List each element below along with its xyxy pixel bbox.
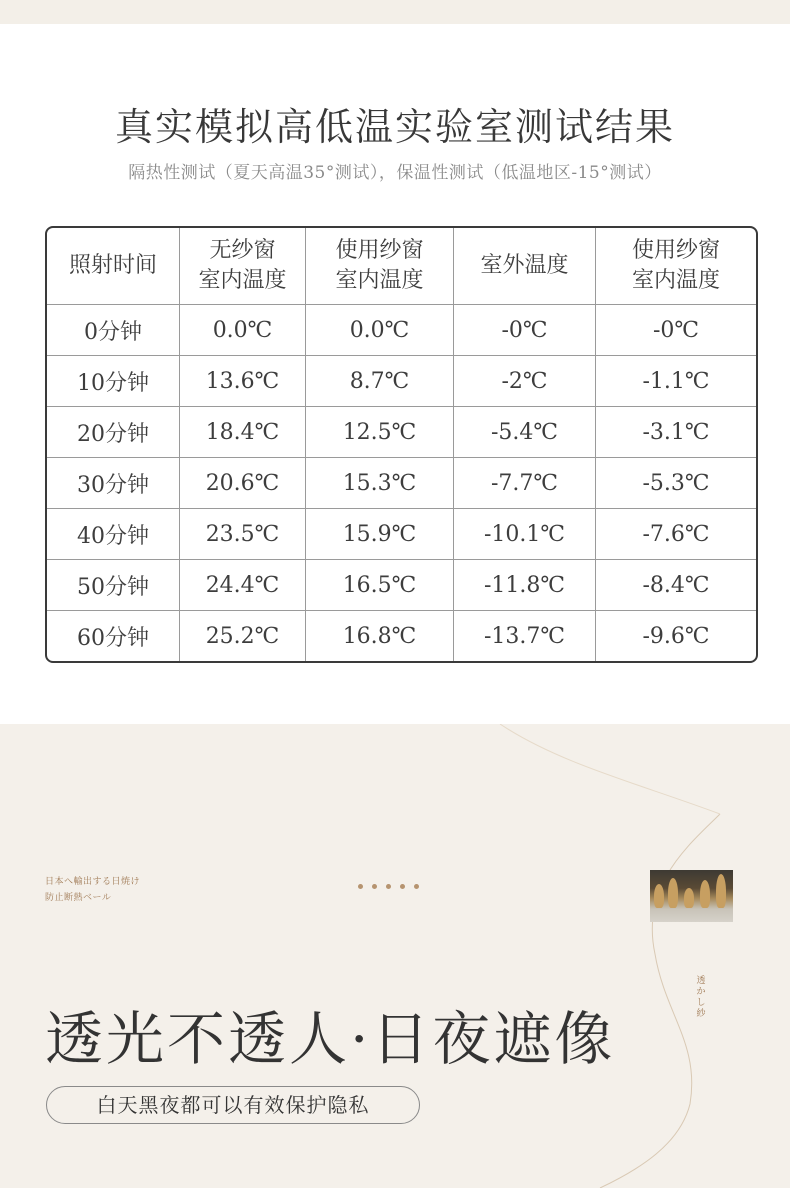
header-text: 照射时间 xyxy=(68,253,157,278)
header-screen-indoor xyxy=(306,228,454,305)
temperature-cell: 0.0℃ xyxy=(306,305,454,356)
temperature-cell: -11.8℃ xyxy=(454,560,596,611)
header-text: 室内温度 xyxy=(335,268,424,293)
page-title: 真实模拟高低温实验室测试结果 xyxy=(114,105,675,149)
dot xyxy=(386,884,391,889)
temperature-cell: 16.5℃ xyxy=(306,560,454,611)
vertical-char: 紗 xyxy=(696,1009,706,1019)
time-cell: 10分钟 xyxy=(47,356,180,407)
jp-caption-line2: 防止断熱ベール xyxy=(45,893,112,903)
table-row xyxy=(47,458,756,509)
header-no-screen-indoor xyxy=(180,228,306,305)
table-header-row xyxy=(47,228,756,305)
temperature-cell: -8.4℃ xyxy=(596,560,756,611)
temperature-cell: -9.6℃ xyxy=(642,623,710,649)
table-row xyxy=(47,305,756,356)
temperature-cell: 20.6℃ xyxy=(180,458,306,509)
vertical-char: 透 xyxy=(696,976,706,986)
temperature-cell: -5.4℃ xyxy=(454,407,596,458)
vertical-caption xyxy=(695,976,707,1020)
temperature-cell: 18.4℃ xyxy=(180,407,306,458)
table-row xyxy=(47,407,756,458)
flower-photo xyxy=(650,870,733,922)
time-cell: 50分钟 xyxy=(47,560,180,611)
vertical-char: か xyxy=(696,987,706,997)
temperature-cell: -10.1℃ xyxy=(454,509,596,560)
table-row xyxy=(47,611,756,661)
time-cell: 60分钟 xyxy=(47,611,180,661)
vertical-char: し xyxy=(696,998,706,1008)
privacy-pill-label: 白天黑夜都可以有效保护隐私 xyxy=(46,1086,420,1124)
table-row xyxy=(47,509,756,560)
temperature-cell: -0℃ xyxy=(454,305,596,356)
temperature-cell: 0.0℃ xyxy=(180,305,306,356)
temperature-cell: -3.1℃ xyxy=(596,407,756,458)
temperature-cell: -1.1℃ xyxy=(596,356,756,407)
header-text: 无纱窗 xyxy=(209,238,276,263)
temperature-cell: 8.7℃ xyxy=(306,356,454,407)
header-screen-indoor-2 xyxy=(596,228,756,305)
promo-section xyxy=(0,724,790,1188)
temperature-cell: -0℃ xyxy=(596,305,756,356)
temperature-cell: 15.3℃ xyxy=(306,458,454,509)
header-text: 室内温度 xyxy=(198,268,287,293)
header-outdoor xyxy=(454,228,596,305)
header-time xyxy=(47,228,180,305)
temperature-cell: -7.7℃ xyxy=(454,458,596,509)
time-cell: 40分钟 xyxy=(47,509,180,560)
photo-detail xyxy=(700,880,710,908)
top-decor-strip xyxy=(0,0,790,24)
dot xyxy=(414,884,419,889)
temperature-cell: 23.5℃ xyxy=(180,509,306,560)
decor-dots xyxy=(358,884,419,889)
time-cell: 30分钟 xyxy=(47,458,180,509)
table-row xyxy=(47,356,756,407)
time-cell: 0分钟 xyxy=(47,305,180,356)
jp-caption-line1: 日本へ輸出する日焼け xyxy=(45,877,141,887)
temperature-cell: -2℃ xyxy=(454,356,596,407)
photo-detail xyxy=(716,874,726,908)
temperature-results-table xyxy=(45,226,758,663)
time-cell: 20分钟 xyxy=(47,407,180,458)
temperature-cell: 24.4℃ xyxy=(180,560,306,611)
dot xyxy=(400,884,405,889)
header-text: 室外温度 xyxy=(480,253,569,278)
temperature-cell: 25.2℃ xyxy=(180,611,306,661)
temperature-cell: -5.3℃ xyxy=(596,458,756,509)
page-subtitle: 隔热性测试（夏天高温35°测试），保温性测试（低温地区-15°测试） xyxy=(128,163,662,183)
photo-detail xyxy=(668,878,678,908)
header-text: 室内温度 xyxy=(631,268,720,293)
temperature-cell: -7.6℃ xyxy=(596,509,756,560)
dot xyxy=(358,884,363,889)
photo-detail xyxy=(684,888,694,908)
table-row xyxy=(47,560,756,611)
temperature-cell: 15.9℃ xyxy=(306,509,454,560)
photo-detail xyxy=(654,884,664,908)
header-text: 使用纱窗 xyxy=(335,238,424,263)
temperature-cell: 16.8℃ xyxy=(306,611,454,661)
header-text: 使用纱窗 xyxy=(631,238,720,263)
dot xyxy=(372,884,377,889)
temperature-cell: -13.7℃ xyxy=(454,611,596,661)
temperature-cell: 13.6℃ xyxy=(180,356,306,407)
slogan-heading: 透光不透人·日夜遮像 xyxy=(45,1005,616,1073)
temperature-cell: 12.5℃ xyxy=(306,407,454,458)
